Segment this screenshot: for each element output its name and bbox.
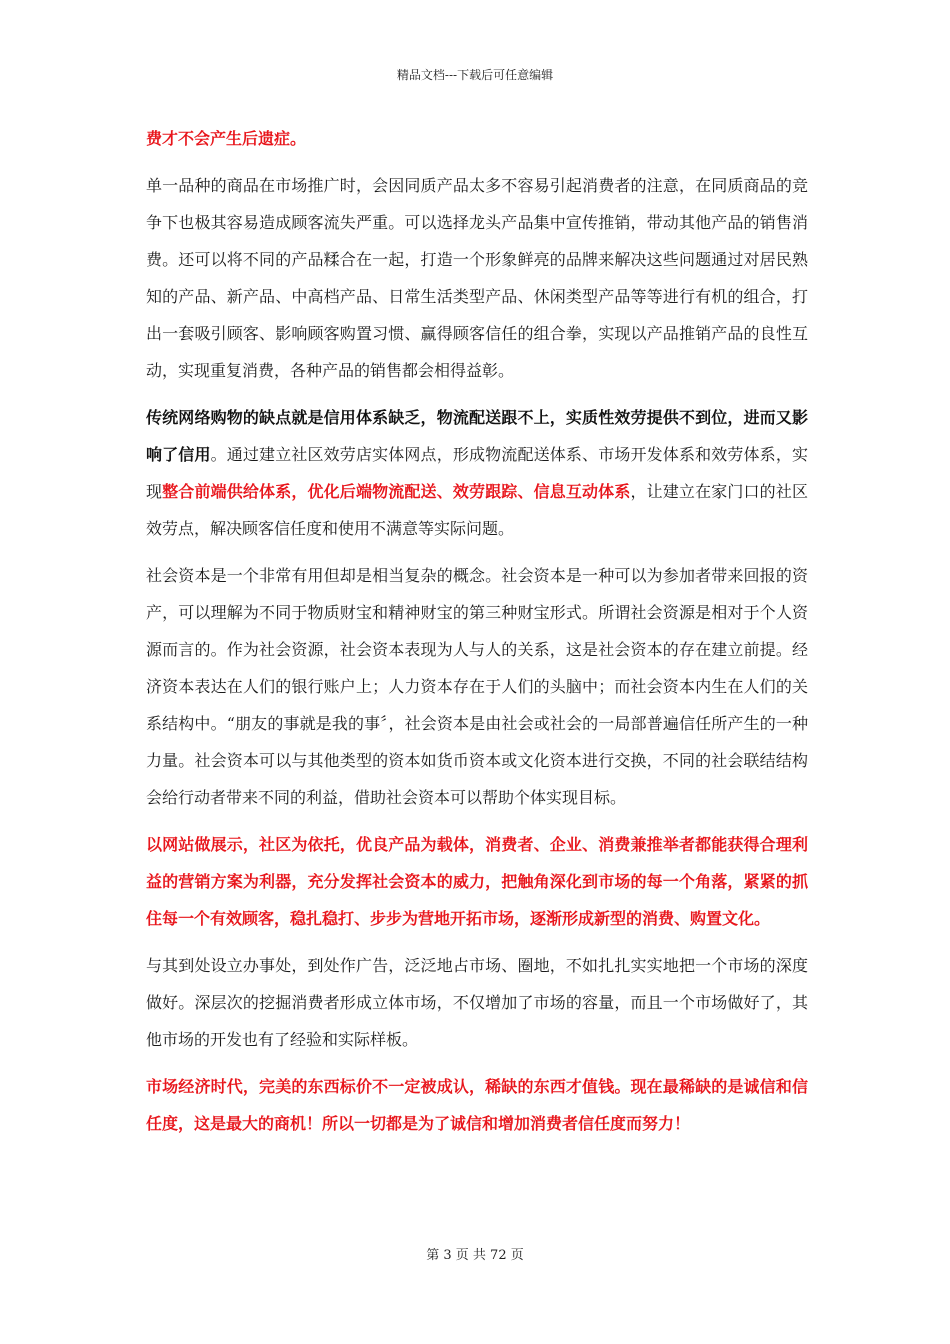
body-text: 。通过建立社区效劳店实体网点，形成物流配送体系、市场开发体系和效劳体系，实现 xyxy=(146,445,808,501)
paragraph-online-shopping-credit xyxy=(146,399,808,547)
page-footer: 第 3 页 共 72 页 xyxy=(426,1248,524,1263)
paragraph-market-depth: 与其到处设立办事处，到处作广告，泛泛地占市场、圈地，不如扎扎实实地把一个市场的深度做好。深层次的挖掘消费者形成立体市场，不仅增加了市场的容量，而且一个市场做好了，其他市场的开发也有了经验和实际样板。 xyxy=(146,956,808,1049)
paragraph-social-capital: 社会资本是一个非常有用但却是相当复杂的概念。社会资本是一种可以为参加者带来回报的资产，可以理解为不同于物质财宝和精神财宝的第三种财宝形式。所谓社会资源是相对于个人资源而言的。作为社会资源，社会资本表现为人与人的关系，这是社会资本的存在建立前提。经济资本表达在人们的银行账户上；人力资本存在于人们的头脑中；而社会资本内生在人们的关系结构中。“朋友的事就是我的事〞，社会资本是由社会或社会的一局部普遍信任所产生的一种力量。社会资本可以与其他类型的资本如货币资本或文化资本进行交换，不同的社会联结结构会给行动者带来不同的利益，借助社会资本可以帮助个体实现目标。 xyxy=(146,566,808,807)
emphasis-red-text: 整合前端供给体系，优化后端物流配送、效劳跟踪、信息互动体系 xyxy=(162,482,631,501)
paragraph-credibility: 市场经济时代，完美的东西标价不一定被成认，稀缺的东西才值钱。现在最稀缺的是诚信和信任度，这是最大的商机！所以一切都是为了诚信和增加消费者信任度而努力！ xyxy=(146,1077,808,1133)
body-text: ，让建立在家门口的社区效劳点，解决顾客信任度和使用不满意等实际问题。 xyxy=(146,482,808,538)
document-body xyxy=(146,120,808,1152)
paragraph-product-combination: 单一品种的商品在市场推广时，会因同质产品太多不容易引起消费者的注意，在同质商品的竞争下也极其容易造成顾客流失严重。可以选择龙头产品集中宣传推销，带动其他产品的销售消费。还可以将不同的产品糅合在一起，打造一个形象鲜亮的品牌来解决这些问题通过对居民熟知的产品、新产品、中高档产品、日常生活类型产品、休闲类型产品等等进行有机的组合，打出一套吸引顾客、影响顾客购置习惯、赢得顾客信任的组合拳，实现以产品推销产品的良性互动，实现重复消费，各种产品的销售都会相得益彰。 xyxy=(146,176,808,380)
emphasis-bold-text: 传统网络购物的缺点就是信用体系缺乏，物流配送跟不上，实质性效劳提供不到位，进而又影响了信用 xyxy=(146,408,808,464)
paragraph-marketing-strategy: 以网站做展示，社区为依托，优良产品为载体，消费者、企业、消费兼推举者都能获得合理利益的营销方案为利器，充分发挥社会资本的威力，把触角深化到市场的每一个角落，紧紧的抓住每一个有效顾客，稳扎稳打、步步为营地开拓市场，逐渐形成新型的消费、购置文化。 xyxy=(146,835,808,928)
page-header: 精品文档---下载后可任意编辑 xyxy=(396,68,554,82)
paragraph-closing-line: 费才不会产生后遗症。 xyxy=(146,129,307,148)
